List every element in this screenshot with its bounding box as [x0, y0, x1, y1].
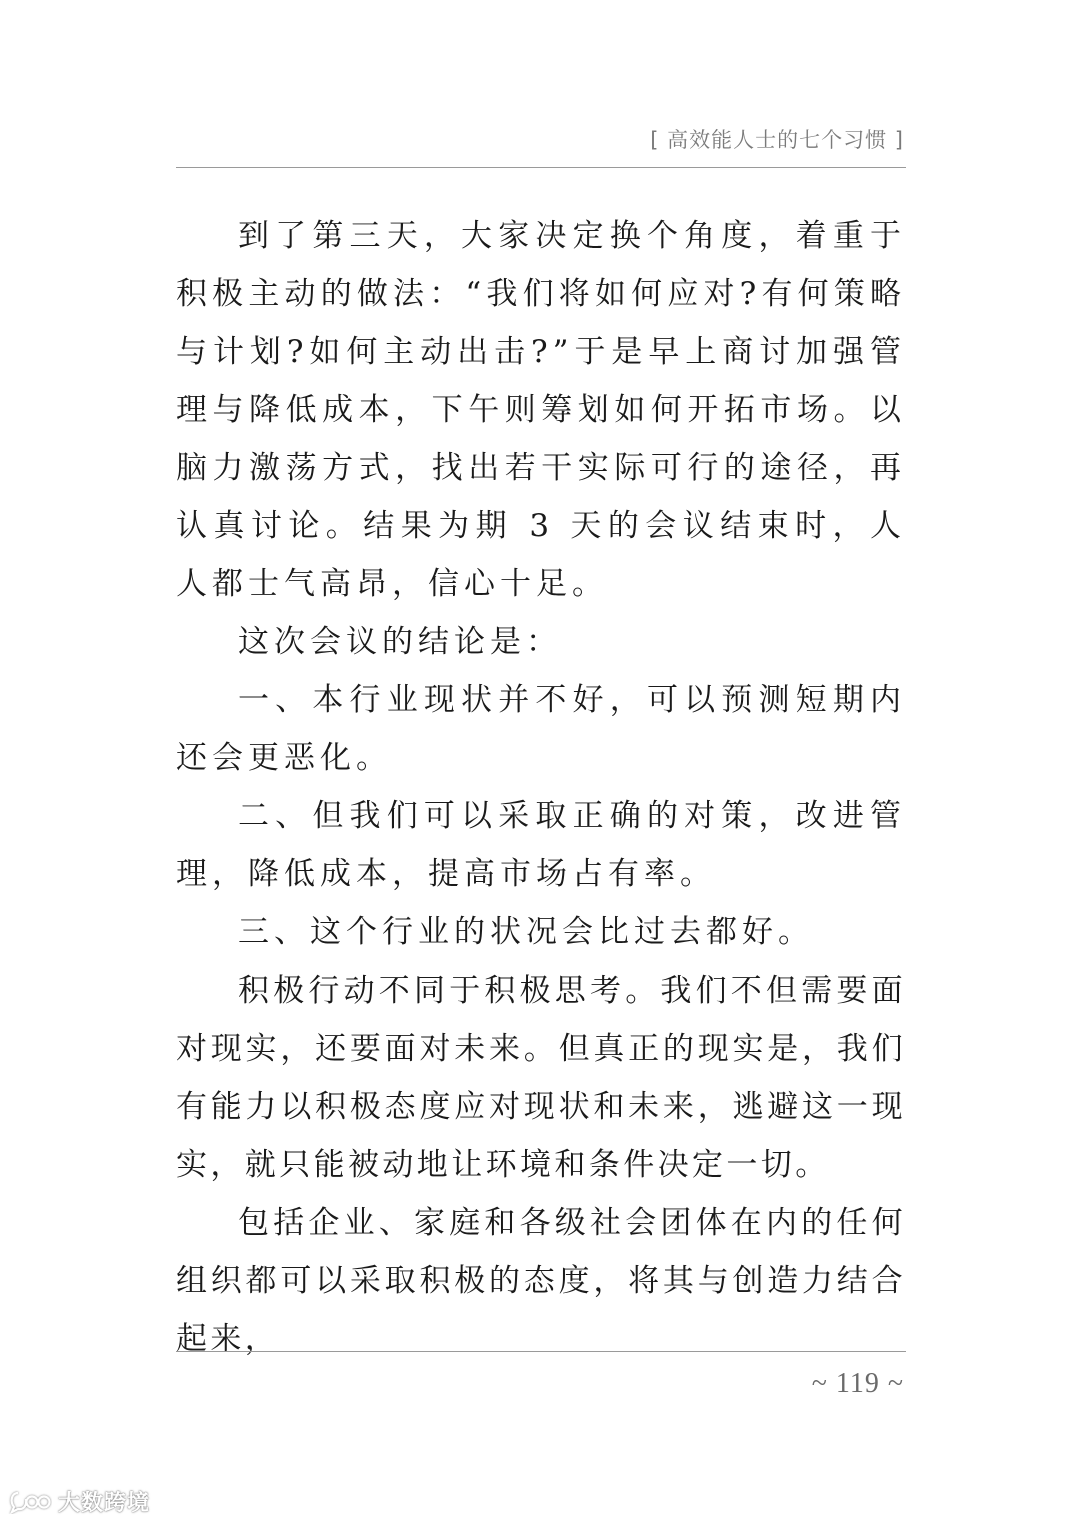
list-item: 一、本行业现状并不好，可以预测短期内还会更恶化。: [176, 682, 906, 776]
watermark-text: 大数跨境: [58, 1491, 151, 1516]
page-number: ~ 119 ~: [811, 1368, 904, 1399]
body-text-block: [176, 962, 906, 1368]
brand-logo-icon: [8, 1490, 52, 1514]
paragraph: 到了第三天，大家决定换个角度，着重于积极主动的做法：“我们将如何应对?有何策略与计划?如何主动出击?”于是早上商讨加强管理与降低成本，下午则筹划如何开拓市场。以脑力激荡方式，找出若干实际可行的途径，再认真讨论。结果为期 3 天的会议结束时，人人都士气高昂，信心十足。: [176, 218, 906, 602]
paragraph: 包括企业、家庭和各级社会团体在内的任何组织都可以采取积极的态度，将其与创造力结合起来，: [176, 1205, 906, 1357]
paragraph: 这次会议的结论是：: [238, 624, 562, 660]
quoted-case-block: [176, 207, 906, 961]
running-header-title: [ 高效能人士的七个习惯 ]: [650, 128, 904, 152]
paragraph: 积极行动不同于积极思考。我们不但需要面对现实，还要面对未来。但真正的现实是，我们有能力以积极态度应对现状和未来，逃避这一现实，就只能被动地让环境和条件决定一切。: [176, 973, 906, 1183]
list-item: 三、这个行业的状况会比过去都好。: [238, 914, 814, 950]
list-item: 二、但我们可以采取正确的对策，改进管理，降低成本，提高市场占有率。: [176, 798, 906, 892]
header-divider: [176, 167, 906, 168]
watermark: [8, 1486, 150, 1517]
footer-divider: [176, 1351, 906, 1352]
